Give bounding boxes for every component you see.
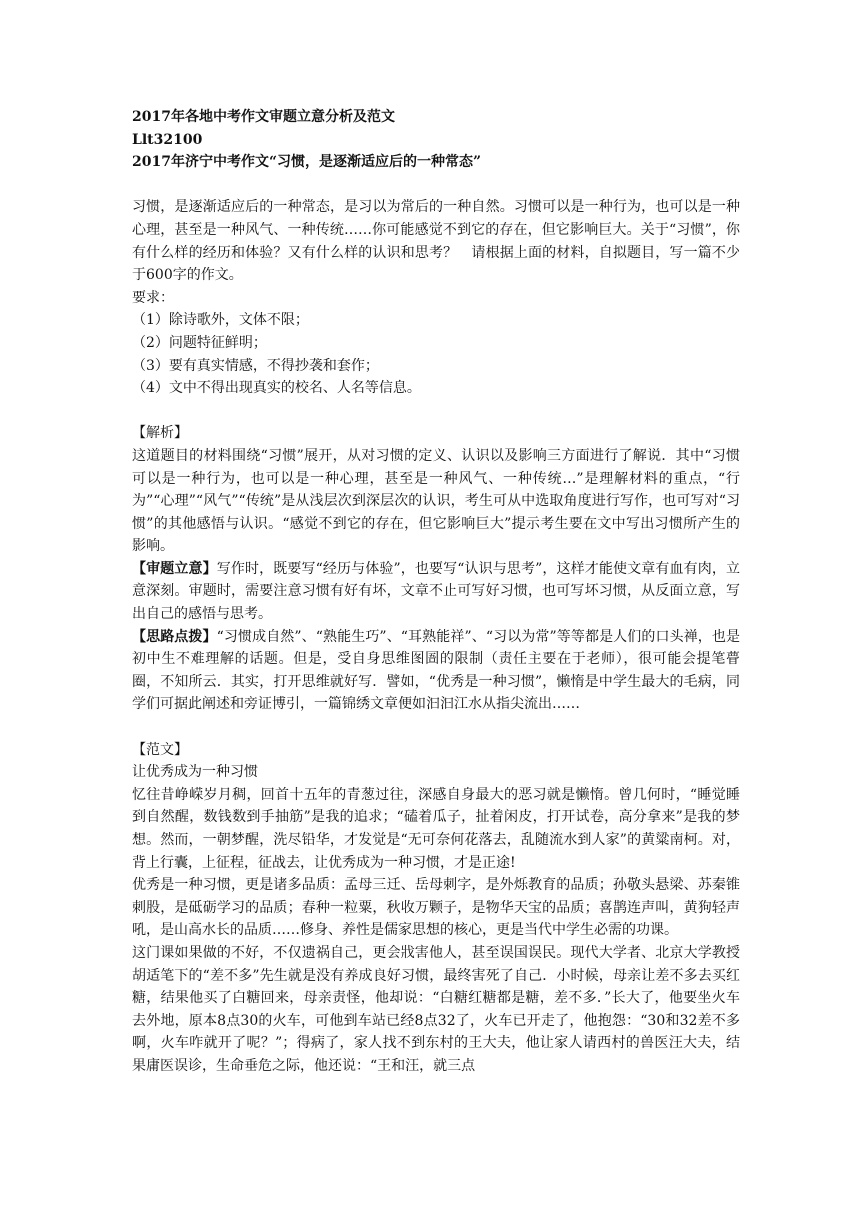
lizhi-paragraph — [132, 558, 740, 626]
requirements-label: 要求： — [132, 289, 174, 306]
essay-section — [132, 739, 740, 1078]
prompt-body: 习惯，是逐渐适应后的一种常态，是习以为常后的一种自然。习惯可以是一种行为，也可以是一种心理，甚至是一种风气、一种传统……你可能感觉不到它的存在，但它影响巨大。关于“习惯”，你有什么样的经历和体验？又有什么样的认识和思考？ 请根据上面的材料，自拟题目，写一篇不少于600字的作文。 — [132, 199, 740, 284]
silu-label: 【思路点拨】 — [132, 628, 217, 645]
essay-paragraph: 优秀是一种习惯，更是诸多品质：孟母三迁、岳母刺字，是外烁教育的品质；孙敬头悬梁、苏秦锥刺股，是砥砺学习的品质；春种一粒粟，秋收万颗子，是物华天宝的品质；喜鹊连声叫，黄狗轻声吼，是山高水长的品质……修身、养性是儒家思想的核心，更是当代中学生必需的功课。 — [132, 877, 740, 939]
spacer — [132, 174, 740, 197]
prompt-section — [132, 196, 740, 399]
essay-heading: 【范文】 — [132, 741, 188, 758]
essay-paragraph: 忆往昔峥嵘岁月稠，回首十五年的青葱过往，深感自身最大的恶习就是懒惰。曾几何时，“睡觉睡到自然醒，数钱数到手抽筋”是我的追求；“磕着瓜子，扯着闲皮，打开试卷，高分拿来”是我的梦想。然而，一朝梦醒，洗尽铅华，才发觉是“无可奈何花落去，乱随流水到人家”的黄粱南柯。对，背上行囊，上征程，征战去，让优秀成为一种习惯，才是正途! — [132, 786, 740, 871]
lizhi-body: 写作时，既要写“经历与体验”，也要写“认识与思考”，这样才能使文章有血有肉，立意深刻。审题时，需要注意习惯有好有坏，文章不止可写好习惯，也可写坏习惯，从反面立意，写出自己的感悟与思考。 — [132, 560, 740, 623]
document-subtitle: 2017年济宁中考作文“习惯，是逐渐适应后的一种常态” — [132, 154, 482, 171]
lizhi-label: 【审题立意】 — [132, 560, 217, 577]
silu-paragraph — [132, 626, 740, 716]
document-header — [132, 106, 740, 174]
spacer — [132, 400, 740, 423]
document-page — [132, 106, 740, 1078]
silu-body: “习惯成自然”、“熟能生巧”、“耳熟能祥”、“习以为常”等等都是人们的口头禅，也是初中生不难理解的话题。但是，受自身思维图圄的限制（责任主要在于老师），很可能会提笔瞢圈，不知所云．其实，打开思维就好写．譬如，“优秀是一种习惯”，懒惰是中学生最大的毛病，同学们可据此阐述和旁证博引，一篇锦绣文章便如汩汩江水从指尖流出…… — [132, 628, 740, 713]
analysis-body: 这道题目的材料围绕“习惯”展开，从对习惯的定义、认识以及影响三方面进行了解说．其中“习惯可以是一种行为，也可以是一种心理，甚至是一种风气、一种传统…”是理解材料的重点，“行为”“心理”“风气”“传统”是从浅层次到深层次的认识，考生可从中选取角度进行写作，也可写对“习惯”的其他感悟与认识。“感觉不到它的存在，但它影响巨大”提示考生要在文中写出习惯所产生的影响。 — [132, 447, 740, 555]
document-code: Llt32100 — [132, 131, 203, 148]
essay-title: 让优秀成为一种习惯 — [132, 764, 258, 781]
analysis-heading: 【解析】 — [132, 425, 188, 442]
requirement-item: （2）问题特征鲜明； — [132, 334, 267, 351]
document-title: 2017年各地中考作文审题立意分析及范文 — [132, 109, 395, 125]
requirement-item: （1）除诗歌外，文体不限； — [132, 312, 309, 329]
essay-paragraph: 这门课如果做的不好，不仅遗祸自己，更会戕害他人，甚至误国误民。现代大学者、北京大学教授胡适笔下的“差不多”先生就是没有养成良好习惯，最终害死了自己．小时候，母亲让差不多去买红糖，结果他买了白糖回来，母亲责怪，他却说：“白糖红糖都是糖，差不多．”长大了，他要坐火车去外地，原本8点30的火车，可他到车站已经8点32了，火车已开走了，他抱怨：“30和32差不多啊，火车咋就开了呢？”；得病了，家人找不到东村的王大夫，他让家人请西村的兽医汪大夫，结果庸医误诊，生命垂危之际，他还说：“王和汪，就三点 — [132, 944, 740, 1074]
requirement-item: （3）要有真实情感，不得抄袭和套作； — [132, 357, 379, 374]
analysis-section — [132, 422, 740, 716]
requirement-item: （4）文中不得出现真实的校名、人名等信息。 — [132, 380, 421, 397]
spacer — [132, 716, 740, 739]
